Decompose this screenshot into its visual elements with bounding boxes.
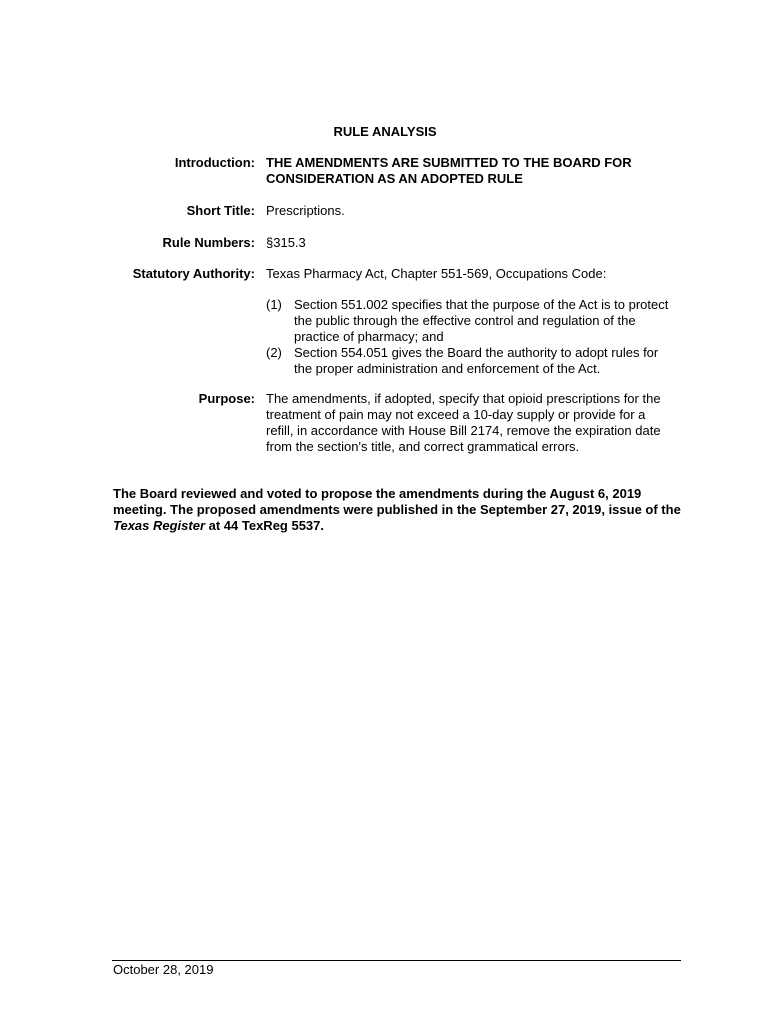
board-statement [113,486,688,534]
list-item-number: (1) [266,297,282,312]
statutory-authority-item-1 [266,297,686,345]
footer-date: October 28, 2019 [113,962,214,977]
introduction-label: Introduction: [174,155,255,170]
board-statement-citation: at 44 TexReg 5537. [205,518,325,533]
rule-numbers-value: §315.3 [266,235,306,250]
rule-numbers-label: Rule Numbers: [162,235,255,250]
statutory-authority-value: Texas Pharmacy Act, Chapter 551-569, Occupations Code: [266,266,607,281]
publication-name: Texas Register [113,518,206,533]
purpose-value: The amendments, if adopted, specify that opioid prescriptions for the treatment of pain may not exceed a 10-day supply or provide for a refill, in accordance with House Bill 2174, remove the expiration date from the section's title, and correct grammatical errors. [266,391,661,454]
board-statement-text: The Board reviewed and voted to propose the amendments during the August 6, 2019 meeting. The proposed amendments were published in the September 27, 2019, issue of the [113,486,681,517]
footer-divider [112,960,681,961]
introduction-value: THE AMENDMENTS ARE SUBMITTED TO THE BOARD FOR CONSIDERATION AS AN ADOPTED RULE [266,155,632,186]
short-title-value: Prescriptions. [266,203,345,218]
document-title: RULE ANALYSIS [333,124,437,139]
statutory-authority-label: Statutory Authority: [132,266,255,281]
list-item-text: Section 554.051 gives the Board the authority to adopt rules for the proper administration and enforcement of the Act. [294,345,659,376]
short-title-label: Short Title: [186,203,255,218]
list-item-text: Section 551.002 specifies that the purpose of the Act is to protect the public through the effective control and regulation of the practice of pharmacy; and [294,297,669,344]
purpose-label: Purpose: [198,391,255,406]
statutory-authority-item-2 [266,345,686,377]
list-item-number: (2) [266,345,282,360]
